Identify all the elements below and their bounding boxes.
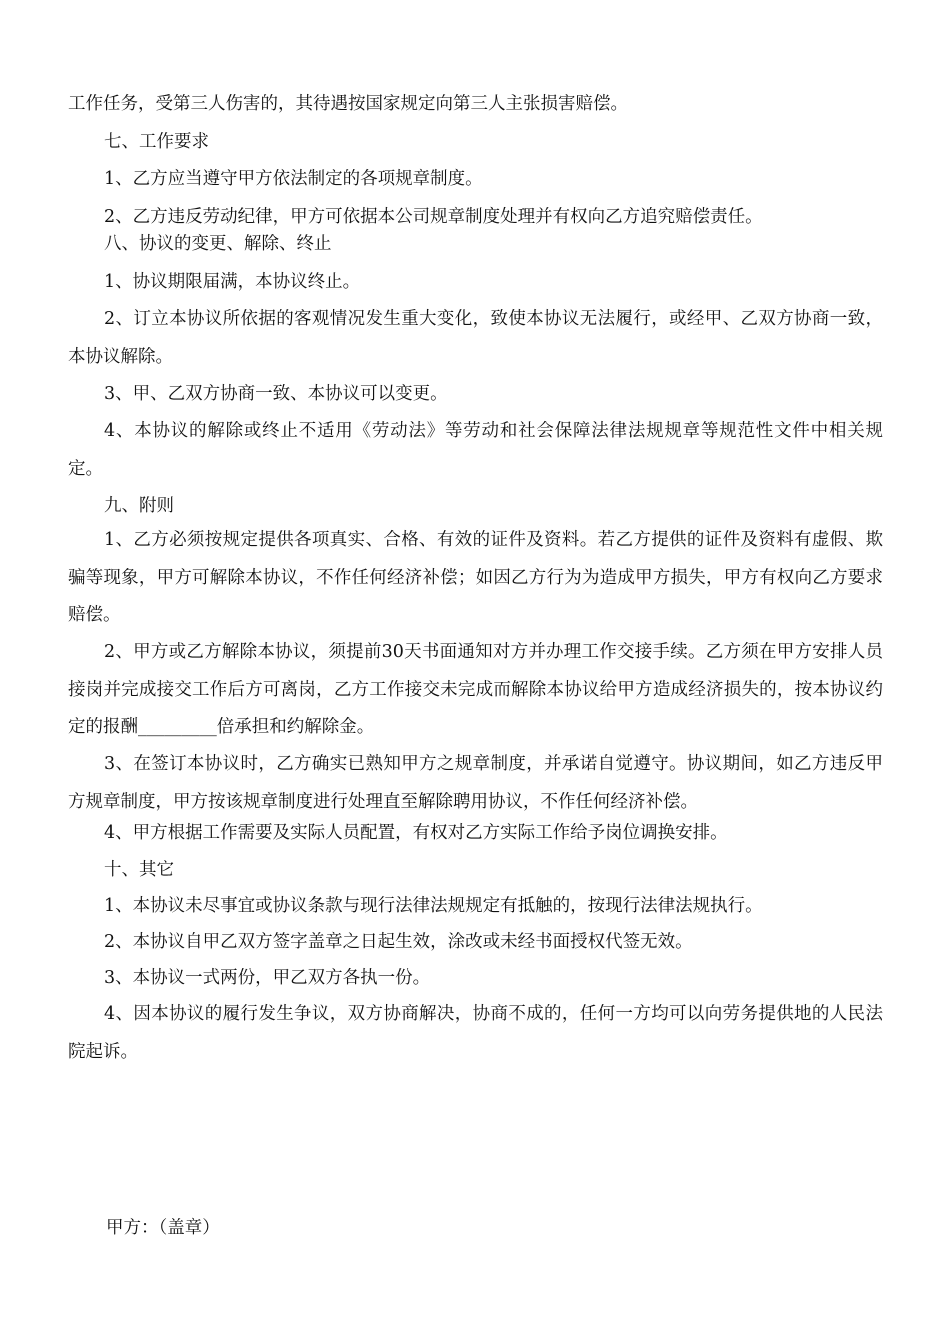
clause-7-2: 2、乙方违反劳动纪律，甲方可依据本公司规章制度处理并有权向乙方追究赔偿责任。 bbox=[104, 207, 763, 227]
clause-8-1: 1、协议期限届满，本协议终止。 bbox=[104, 272, 361, 292]
clause-8-4: 4、本协议的解除或终止不适用《劳动法》等劳动和社会保障法律法规规章等规范性文件中相关规定。 bbox=[68, 421, 883, 479]
paragraph-continuation: 工作任务，受第三人伤害的，其待遇按国家规定向第三人主张损害赔偿。 bbox=[68, 94, 628, 114]
clause-9-3: 3、在签订本协议时，乙方确实已熟知甲方之规章制度，并承诺自觉遵守。协议期间，如乙方违反甲方规章制度，甲方按该规章制度进行处理直至解除聘用协议，不作任何经济补偿。 bbox=[68, 754, 883, 812]
section-heading-9: 九、附则 bbox=[104, 496, 174, 516]
clause-9-4: 4、甲方根据工作需要及实际人员配置，有权对乙方实际工作给予岗位调换安排。 bbox=[104, 823, 728, 843]
clause-9-1: 1、乙方必须按规定提供各项真实、合格、有效的证件及资料。若乙方提供的证件及资料有虚假、欺骗等现象，甲方可解除本协议，不作任何经济补偿；如因乙方行为为造成甲方损失，甲方有权向乙方要求赔偿。 bbox=[68, 530, 883, 625]
clause-10-2: 2、本协议自甲乙双方签字盖章之日起生效，涂改或未经书面授权代签无效。 bbox=[104, 932, 693, 952]
party-a-signature-line: 甲方：（盖章） bbox=[106, 1218, 220, 1238]
section-heading-7: 七、工作要求 bbox=[104, 132, 209, 152]
clause-10-3: 3、本协议一式两份，甲乙双方各执一份。 bbox=[104, 968, 431, 988]
section-heading-8: 八、协议的变更、解除、终止 bbox=[104, 234, 332, 254]
clause-10-4: 4、因本协议的履行发生争议，双方协商解决，协商不成的，任何一方均可以向劳务提供地的人民法院起诉。 bbox=[68, 1004, 883, 1062]
clause-8-2: 2、订立本协议所依据的客观情况发生重大变化，致使本协议无法履行，或经甲、乙双方协商一致，本协议解除。 bbox=[68, 309, 883, 367]
section-heading-10: 十、其它 bbox=[104, 860, 174, 880]
clause-8-3: 3、甲、乙双方协商一致、本协议可以变更。 bbox=[104, 384, 448, 404]
clause-9-2: 2、甲方或乙方解除本协议，须提前30天书面通知对方并办理工作交接手续。乙方须在甲方安排人员接岗并完成接交工作后方可离岗，乙方工作接交未完成而解除本协议给甲方造成经济损失的，按本协议约定的报酬_________倍承担和约解除金。 bbox=[68, 642, 883, 737]
clause-7-1: 1、乙方应当遵守甲方依法制定的各项规章制度。 bbox=[104, 169, 483, 189]
clause-10-1: 1、本协议未尽事宜或协议条款与现行法律法规规定有抵触的，按现行法律法规执行。 bbox=[104, 896, 763, 916]
